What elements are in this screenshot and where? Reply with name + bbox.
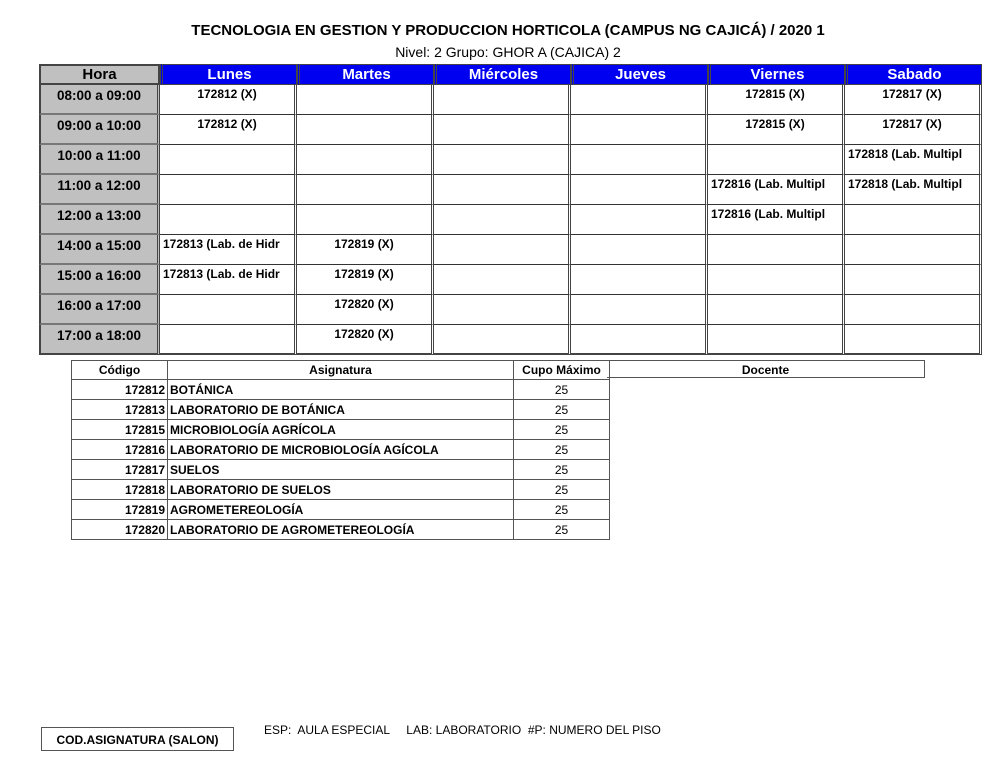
schedule-cell bbox=[571, 115, 708, 145]
course-cupo: 25 bbox=[514, 520, 610, 540]
course-name: BOTÁNICA bbox=[168, 380, 514, 400]
course-code: 172815 bbox=[72, 420, 168, 440]
schedule-row bbox=[39, 295, 982, 325]
course-code: 172812 bbox=[72, 380, 168, 400]
schedule-cell bbox=[708, 235, 845, 265]
page-title: TECNOLOGIA EN GESTION Y PRODUCCION HORTICOLA (CAMPUS NG CAJICÁ) / 2020 1 bbox=[191, 22, 825, 39]
schedule-row bbox=[39, 85, 982, 115]
course-cupo: 25 bbox=[514, 420, 610, 440]
schedule-header-row bbox=[39, 64, 982, 85]
course-code: 172816 bbox=[72, 440, 168, 460]
schedule-cell bbox=[571, 85, 708, 115]
course-code: 172817 bbox=[72, 460, 168, 480]
hour-label: 08:00 a 09:00 bbox=[39, 85, 160, 115]
course-row bbox=[72, 380, 610, 400]
hour-label: 16:00 a 17:00 bbox=[39, 295, 160, 325]
schedule-row bbox=[39, 175, 982, 205]
schedule-cell: 172812 (X) bbox=[160, 85, 297, 115]
schedule-grid bbox=[39, 64, 982, 355]
day-header-martes: Martes bbox=[297, 64, 434, 85]
schedule-cell bbox=[297, 145, 434, 175]
schedule-cell: 172818 (Lab. Multipl bbox=[845, 145, 982, 175]
course-cupo: 25 bbox=[514, 400, 610, 420]
schedule-row bbox=[39, 265, 982, 295]
schedule-cell bbox=[434, 265, 571, 295]
course-code: 172819 bbox=[72, 500, 168, 520]
course-code: 172813 bbox=[72, 400, 168, 420]
hour-label: 12:00 a 13:00 bbox=[39, 205, 160, 235]
day-header-viernes: Viernes bbox=[708, 64, 845, 85]
course-row bbox=[72, 480, 610, 500]
course-cupo: 25 bbox=[514, 460, 610, 480]
schedule-row bbox=[39, 325, 982, 355]
schedule-row bbox=[39, 235, 982, 265]
schedule-cell bbox=[571, 175, 708, 205]
hour-label: 11:00 a 12:00 bbox=[39, 175, 160, 205]
course-row bbox=[72, 520, 610, 540]
course-row bbox=[72, 400, 610, 420]
schedule-cell: 172815 (X) bbox=[708, 85, 845, 115]
course-cupo: 25 bbox=[514, 380, 610, 400]
schedule-cell bbox=[708, 265, 845, 295]
day-header-miercoles: Miércoles bbox=[434, 64, 571, 85]
course-name: SUELOS bbox=[168, 460, 514, 480]
hour-label: 14:00 a 15:00 bbox=[39, 235, 160, 265]
schedule-cell bbox=[708, 145, 845, 175]
schedule-cell bbox=[708, 295, 845, 325]
code-column-header: Código bbox=[72, 361, 168, 380]
schedule-cell bbox=[571, 295, 708, 325]
schedule-cell: 172815 (X) bbox=[708, 115, 845, 145]
legend-format-box: COD.ASIGNATURA (SALON) bbox=[41, 727, 234, 751]
schedule-cell: 172817 (X) bbox=[845, 115, 982, 145]
schedule-cell bbox=[297, 175, 434, 205]
course-name: LABORATORIO DE MICROBIOLOGÍA AGÍCOLA bbox=[168, 440, 514, 460]
schedule-cell bbox=[160, 295, 297, 325]
schedule-cell bbox=[434, 205, 571, 235]
page-subtitle: Nivel: 2 Grupo: GHOR A (CAJICA) 2 bbox=[395, 44, 621, 60]
course-name: AGROMETEREOLOGÍA bbox=[168, 500, 514, 520]
schedule-cell bbox=[845, 265, 982, 295]
schedule-cell: 172813 (Lab. de Hidr bbox=[160, 265, 297, 295]
course-code: 172820 bbox=[72, 520, 168, 540]
schedule-cell bbox=[297, 85, 434, 115]
cupo-column-header: Cupo Máximo bbox=[514, 361, 610, 380]
course-cupo: 25 bbox=[514, 500, 610, 520]
schedule-cell: 172816 (Lab. Multipl bbox=[708, 175, 845, 205]
schedule-cell bbox=[708, 325, 845, 355]
day-header-sabado: Sabado bbox=[845, 64, 982, 85]
course-name: LABORATORIO DE AGROMETEREOLOGÍA bbox=[168, 520, 514, 540]
schedule-cell bbox=[297, 205, 434, 235]
schedule-cell bbox=[160, 325, 297, 355]
course-row bbox=[72, 500, 610, 520]
schedule-row bbox=[39, 115, 982, 145]
course-row bbox=[72, 460, 610, 480]
schedule-cell bbox=[434, 295, 571, 325]
course-name: LABORATORIO DE SUELOS bbox=[168, 480, 514, 500]
courses-table bbox=[71, 360, 610, 540]
schedule-cell bbox=[845, 295, 982, 325]
schedule-cell bbox=[571, 235, 708, 265]
schedule-cell bbox=[571, 265, 708, 295]
course-cupo: 25 bbox=[514, 440, 610, 460]
schedule-cell bbox=[845, 325, 982, 355]
schedule-cell: 172818 (Lab. Multipl bbox=[845, 175, 982, 205]
docente-column-header: Docente bbox=[607, 360, 925, 378]
schedule-cell bbox=[434, 235, 571, 265]
schedule-cell bbox=[434, 325, 571, 355]
schedule-cell: 172820 (X) bbox=[297, 325, 434, 355]
hour-label: 15:00 a 16:00 bbox=[39, 265, 160, 295]
schedule-cell: 172819 (X) bbox=[297, 265, 434, 295]
course-row bbox=[72, 440, 610, 460]
course-cupo: 25 bbox=[514, 480, 610, 500]
schedule-cell bbox=[434, 145, 571, 175]
schedule-cell bbox=[160, 145, 297, 175]
schedule-row bbox=[39, 205, 982, 235]
schedule-cell: 172813 (Lab. de Hidr bbox=[160, 235, 297, 265]
schedule-cell bbox=[845, 235, 982, 265]
day-header-lunes: Lunes bbox=[160, 64, 297, 85]
course-name: MICROBIOLOGÍA AGRÍCOLA bbox=[168, 420, 514, 440]
schedule-cell bbox=[434, 175, 571, 205]
schedule-cell bbox=[845, 205, 982, 235]
hour-label: 09:00 a 10:00 bbox=[39, 115, 160, 145]
schedule-cell bbox=[571, 145, 708, 175]
schedule-cell: 172820 (X) bbox=[297, 295, 434, 325]
schedule-cell bbox=[434, 115, 571, 145]
hour-label: 10:00 a 11:00 bbox=[39, 145, 160, 175]
schedule-cell: 172812 (X) bbox=[160, 115, 297, 145]
schedule-cell bbox=[160, 205, 297, 235]
courses-header-row bbox=[72, 361, 610, 380]
schedule-cell: 172817 (X) bbox=[845, 85, 982, 115]
schedule-cell bbox=[571, 205, 708, 235]
day-header-jueves: Jueves bbox=[571, 64, 708, 85]
schedule-cell: 172819 (X) bbox=[297, 235, 434, 265]
schedule-row bbox=[39, 145, 982, 175]
schedule-cell bbox=[434, 85, 571, 115]
schedule-cell bbox=[571, 325, 708, 355]
name-column-header: Asignatura bbox=[168, 361, 514, 380]
legend-abbreviations: ESP: AULA ESPECIAL LAB: LABORATORIO #P: NUMERO DEL PISO bbox=[264, 723, 661, 737]
course-name: LABORATORIO DE BOTÁNICA bbox=[168, 400, 514, 420]
schedule-cell bbox=[160, 175, 297, 205]
hour-label: 17:00 a 18:00 bbox=[39, 325, 160, 355]
hour-column-header: Hora bbox=[39, 64, 160, 85]
course-code: 172818 bbox=[72, 480, 168, 500]
schedule-cell: 172816 (Lab. Multipl bbox=[708, 205, 845, 235]
schedule-cell bbox=[297, 115, 434, 145]
course-row bbox=[72, 420, 610, 440]
